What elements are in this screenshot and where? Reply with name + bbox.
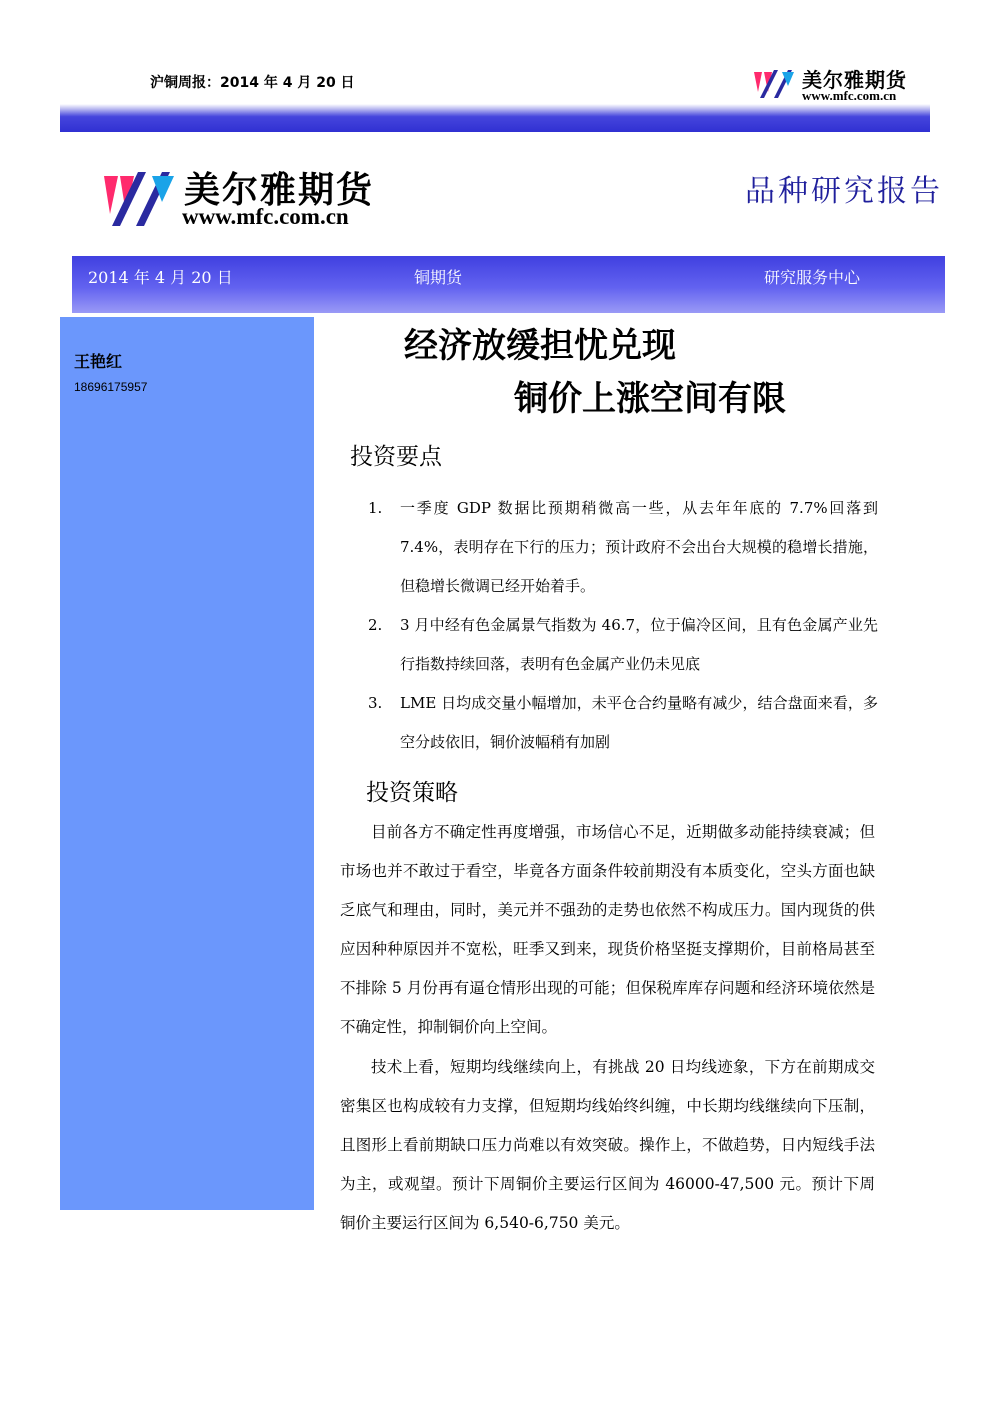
- author-phone: 18696175957: [74, 380, 148, 394]
- logo-mark-icon: [100, 168, 180, 230]
- key-point-number: 1.: [368, 499, 383, 517]
- key-point-text: LME 日均成交量小幅增加，未平仓合约量略有减少，结合盘面来看，多空分歧依旧，铜价波幅稍有加剧: [400, 694, 878, 751]
- strategy-paragraph: 目前各方不确定性再度增强，市场信心不足，近期做多动能持续衰减；但市场也并不敢过于看空，毕竟各方面条件较前期没有本质变化，空头方面也缺乏底气和理由，同时，美元并不强劲的走势也依然不构成压力。国内现货的供应因种种原因并不宽松，旺季又到来，现货价格坚挺支撑期价，目前格局甚至不排除 5 月份再有逼仓情形出现的可能；但保税库库存问题和经济环境依然是不确定性，抑制铜价向上空间。: [340, 823, 875, 1036]
- key-point-number: 2.: [368, 616, 383, 634]
- author-sidebar: [60, 317, 314, 1210]
- key-point-item: [368, 684, 878, 762]
- header-logo-url: www.mfc.com.cn: [802, 88, 897, 103]
- report-title-line1: 经济放缓担忧兑现: [404, 326, 676, 366]
- strategy-heading: 投资策略: [366, 780, 458, 806]
- report-title-line2: 铜价上涨空间有限: [514, 379, 786, 419]
- author-name: 王艳红: [74, 352, 123, 371]
- key-point-text: 一季度 GDP 数据比预期稍微高一些，从去年年底的 7.7%回落到 7.4%，表明存在下行的压力；预计政府不会出台大规模的稳增长措施，但稳增长微调已经开始着手。: [400, 499, 878, 595]
- key-point-item: [368, 489, 878, 606]
- report-date: 2014 年 4 月 20 日: [88, 268, 233, 287]
- key-point-number: 3.: [368, 694, 383, 712]
- brand-url: www.mfc.com.cn: [182, 204, 349, 229]
- report-header-line: 沪铜周报：2014 年 4 月 20 日: [150, 75, 355, 91]
- header-band: [60, 104, 930, 132]
- header-logo: [752, 64, 942, 106]
- report-type-title: 品种研究报告: [745, 174, 943, 209]
- meta-band: [72, 256, 945, 313]
- key-points-heading: 投资要点: [350, 444, 442, 470]
- logo-mark-icon: [752, 68, 798, 102]
- key-point-text: 3 月中经有色金属景气指数为 46.7，位于偏冷区间，且有色金属产业先行指数持续回落，表明有色金属产业仍未见底: [400, 616, 878, 673]
- key-point-item: [368, 606, 878, 684]
- header-logo-name: 美尔雅期货: [802, 68, 907, 92]
- brand-logo: [100, 162, 380, 232]
- report-category: 铜期货: [414, 268, 463, 287]
- report-department: 研究服务中心: [764, 268, 861, 287]
- brand-name: 美尔雅期货: [184, 170, 375, 211]
- strategy-paragraph: 技术上看，短期均线继续向上，有挑战 20 日均线迹象，下方在前期成交密集区也构成较有力支撑，但短期均线始终纠缠，中长期均线继续向下压制，且图形上看前期缺口压力尚难以有效突破。操作上，不做趋势，日内短线手法为主，或观望。预计下周铜价主要运行区间为 46000-47,500 元。预计下周铜价主要运行区间为 6,540-6,750 美元。: [340, 1058, 875, 1232]
